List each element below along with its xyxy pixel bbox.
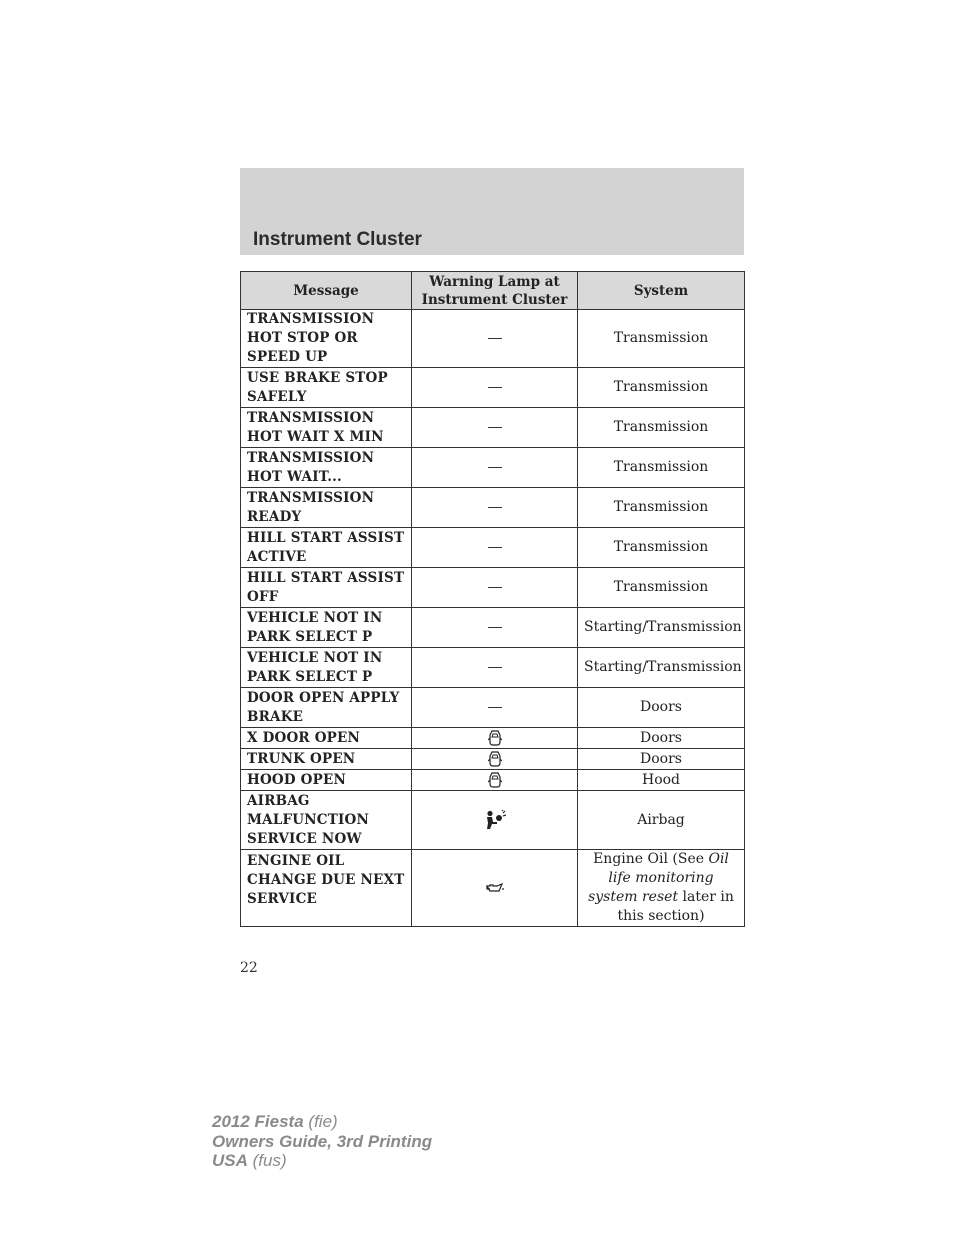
dash-mark [488,667,502,668]
row-system: Starting/Transmission [578,608,745,648]
table-row [241,568,745,608]
row-system: Starting/Transmission [578,648,745,688]
door-ajar-icon [488,730,502,746]
row-lamp [412,448,578,488]
row-lamp [412,688,578,728]
header-lamp-line2: Instrument Cluster [421,291,568,308]
row-message: AIRBAG MALFUNCTION SERVICE NOW [241,791,412,850]
table-row [241,791,745,850]
table-row [241,749,745,770]
dash-mark [488,627,502,628]
dash-mark [488,707,502,708]
row-message: VEHICLE NOT IN PARK SELECT P [241,608,412,648]
table-row [241,310,745,368]
row-message: VEHICLE NOT IN PARK SELECT P [241,648,412,688]
oil-can-icon [486,882,504,894]
dash-mark [488,427,502,428]
dash-mark [488,338,502,339]
row-message: ENGINE OIL CHANGE DUE NEXT SERVICE [241,850,412,927]
row-lamp [412,408,578,448]
table-row [241,850,745,927]
table-row [241,488,745,528]
row-system: Transmission [578,408,745,448]
row-system: Doors [578,749,745,770]
row-system: Transmission [578,568,745,608]
row-lamp [412,310,578,368]
row-lamp [412,648,578,688]
footer-line-2: Owners Guide, 3rd Printing [212,1131,433,1151]
header-message: Message [241,272,412,310]
page-number: 22 [240,960,258,976]
header-warning-lamp [412,272,578,310]
oil-system-text: Engine Oil (See [593,851,709,867]
footer-line-3: USA (fus) [212,1151,287,1170]
row-lamp [412,368,578,408]
row-lamp [412,488,578,528]
row-message: TRANSMISSION HOT STOP OR SPEED UP [241,310,412,368]
table-row [241,728,745,749]
dash-mark [488,507,502,508]
row-message: DOOR OPEN APPLY BRAKE [241,688,412,728]
table-row [241,688,745,728]
footer-line-1: 2012 Fiesta (fie) [212,1112,338,1131]
door-ajar-icon [488,772,502,788]
row-system: Transmission [578,448,745,488]
header-lamp-line1: Warning Lamp at [429,273,560,290]
row-system [578,850,745,927]
row-lamp [412,749,578,770]
row-system: Hood [578,770,745,791]
dash-mark [488,387,502,388]
row-message: HILL START ASSIST OFF [241,568,412,608]
row-lamp [412,528,578,568]
row-message: TRUNK OPEN [241,749,412,770]
airbag-icon [484,810,506,830]
row-message: HOOD OPEN [241,770,412,791]
door-ajar-icon [488,751,502,767]
footer-edition [212,1112,432,1171]
row-message: HILL START ASSIST ACTIVE [241,528,412,568]
row-system: Doors [578,728,745,749]
row-lamp [412,608,578,648]
table-row [241,770,745,791]
oil-system-reference: Oil life monitoring system reset [588,851,729,905]
header-system: System [578,272,745,310]
table-row [241,408,745,448]
row-system: Transmission [578,528,745,568]
row-lamp [412,770,578,791]
table-row [241,448,745,488]
row-lamp [412,568,578,608]
table-row [241,648,745,688]
row-message: USE BRAKE STOP SAFELY [241,368,412,408]
oil-system-text-tail: later in this section) [617,889,734,924]
row-lamp [412,791,578,850]
table-row [241,608,745,648]
section-title: Instrument Cluster [253,229,422,250]
row-message: TRANSMISSION HOT WAIT X MIN [241,408,412,448]
row-system: Airbag [578,791,745,850]
row-message: X DOOR OPEN [241,728,412,749]
row-message: TRANSMISSION HOT WAIT... [241,448,412,488]
message-table [240,271,745,927]
row-system: Transmission [578,488,745,528]
dash-mark [488,547,502,548]
row-message: TRANSMISSION READY [241,488,412,528]
table-header-row [241,272,745,310]
dash-mark [488,467,502,468]
table-row [241,528,745,568]
row-system: Transmission [578,368,745,408]
table-row [241,368,745,408]
row-lamp [412,728,578,749]
row-lamp [412,850,578,927]
dash-mark [488,587,502,588]
row-system: Doors [578,688,745,728]
row-system: Transmission [578,310,745,368]
